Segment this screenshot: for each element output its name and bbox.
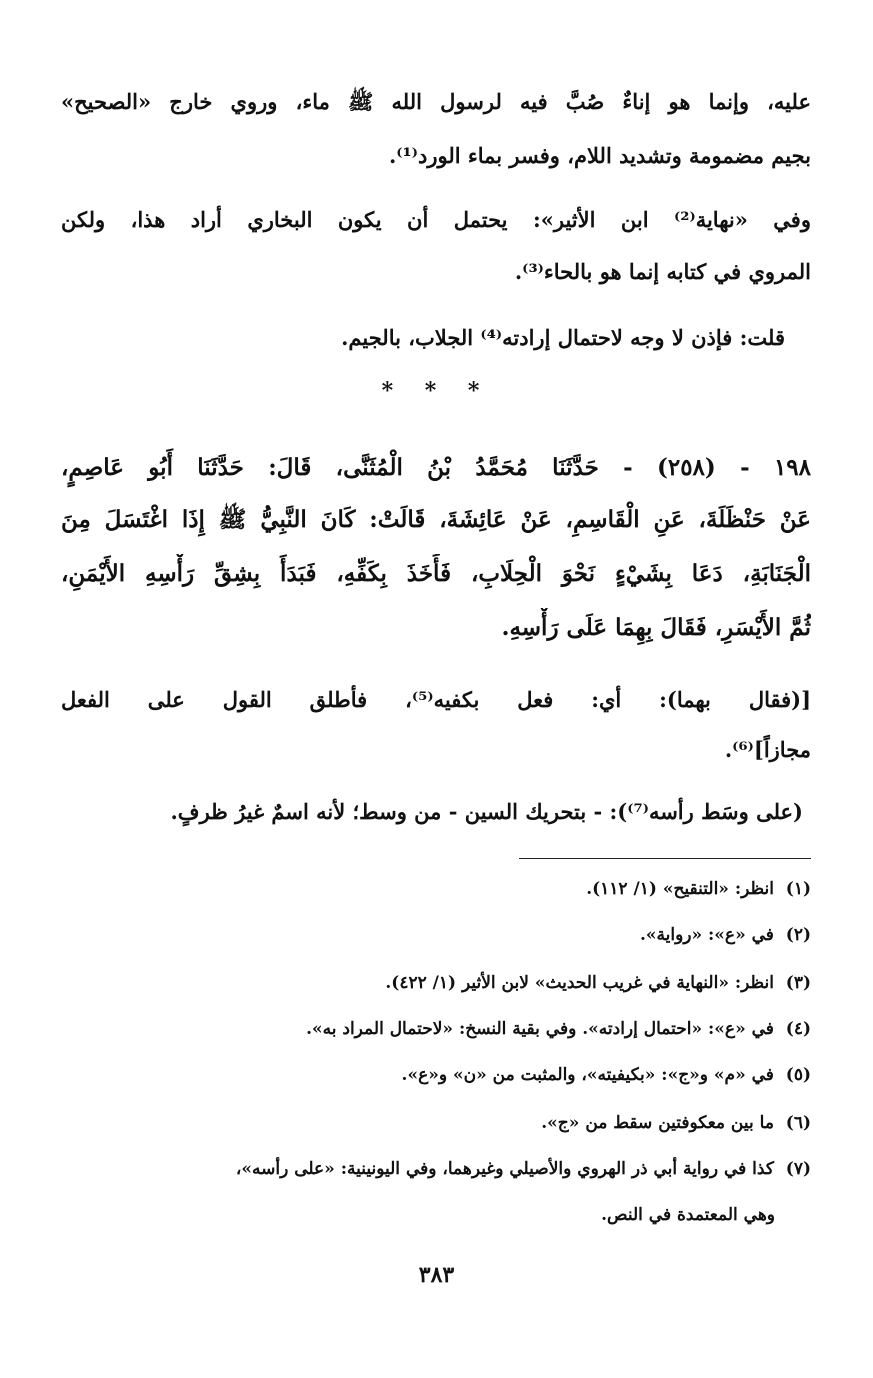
footnote-text: ما بين معكوفتين سقط من «ج». — [541, 1113, 774, 1133]
hadith-line: ١٩٨ - (٢٥٨) - حَدَّثَنَا مُحَمَّدُ بْنُ الْمُثَنَّى، قَالَ: حَدَّثَنَا أَبُو عَاصِمٍ، — [61, 454, 811, 481]
footnote-continuation: وهي المعتمدة في النص. — [601, 1205, 775, 1225]
footnote-number: (٤) — [785, 1019, 811, 1039]
footnote-number: (١) — [785, 879, 811, 899]
body-line: بجيم مضمومة وتشديد اللام، وفسر بماء الورد⁽¹⁾. — [388, 143, 811, 168]
hadith-line: الْجَنَابَةِ، دَعَا بِشَيْءٍ نَحْوَ الْحِلَابِ، فَأَخَذَ بِكَفِّهِ، فَبَدَأَ بِشِقِّ رَأْسِهِ الأَيْمَنِ، — [61, 560, 811, 587]
page-number: ٣٨٣ — [418, 1262, 455, 1288]
hadith-line: ثُمَّ الأَيْسَرِ، فَقَالَ بِهِمَا عَلَى رَأْسِهِ. — [501, 614, 811, 641]
footnote — [61, 1152, 811, 1188]
body-line: قلت: فإذن لا وجه لاحتمال إرادته⁽⁴⁾ الجلاب، بالجيم. — [341, 325, 785, 350]
footnote-text: انظر: «التنقيح» (١/ ١١٢). — [586, 879, 774, 899]
footnote-text: في «م» و«ج»: «بكيفيته»، والمثبت من «ن» و«ع». — [401, 1065, 774, 1085]
hadith-line: عَنْ حَنْظَلَةَ، عَنِ الْقَاسِمِ، عَنْ عَائِشَةَ، قَالَتْ: كَانَ النَّبِيُّ ﷺ إِذَا اغْتَسَلَ مِنَ — [61, 506, 811, 533]
body-line: عليه، وإنما هو إناءٌ صُبَّ فيه لرسول الله ﷺ ماء، وروي خارج «الصحيح» — [61, 89, 811, 114]
footnote-number: (٢) — [785, 925, 811, 945]
footnote — [61, 918, 811, 954]
footnote — [61, 872, 811, 908]
footnote-text: في «ع»: «احتمال إرادته». وفي بقية النسخ: «لاحتمال المراد به». — [306, 1019, 774, 1039]
footnote-number: (٦) — [785, 1113, 811, 1133]
commentary-line: (على وسَط رأسه⁽⁷⁾): - بتحريك السين - من وسط؛ لأنه اسمٌ غيرُ ظرفٍ. — [170, 799, 803, 824]
section-separator: * * * — [381, 378, 492, 404]
body-line: وفي «نهاية⁽²⁾ ابن الأثير»: يحتمل أن يكون البخاري أراد هذا، ولكن — [61, 207, 811, 232]
footnote-number: (٧) — [785, 1159, 811, 1179]
footnote-text: في «ع»: «رواية». — [639, 925, 774, 945]
footnote-text: كذا في رواية أبي ذر الهروي والأصيلي وغيرهما، وفي اليونينية: «على رأسه»، — [235, 1159, 774, 1179]
footnote — [61, 966, 811, 1002]
footnote-rule — [519, 858, 811, 859]
footnote-text: انظر: «النهاية في غريب الحديث» لابن الأثير (١/ ٤٢٢). — [385, 973, 774, 993]
body-line: المروي في كتابه إنما هو بالحاء⁽³⁾. — [514, 259, 811, 284]
footnote-number: (٣) — [785, 973, 811, 993]
commentary-line: [(فقال بهما): أي: فعل بكفيه⁽⁵⁾، فأطلق القول على الفعل — [61, 687, 811, 712]
footnote — [61, 1106, 811, 1142]
footnote — [61, 1058, 811, 1094]
footnote — [61, 1012, 811, 1048]
commentary-line: مجازاً]⁽⁶⁾. — [724, 737, 811, 762]
footnote-number: (٥) — [785, 1065, 811, 1085]
